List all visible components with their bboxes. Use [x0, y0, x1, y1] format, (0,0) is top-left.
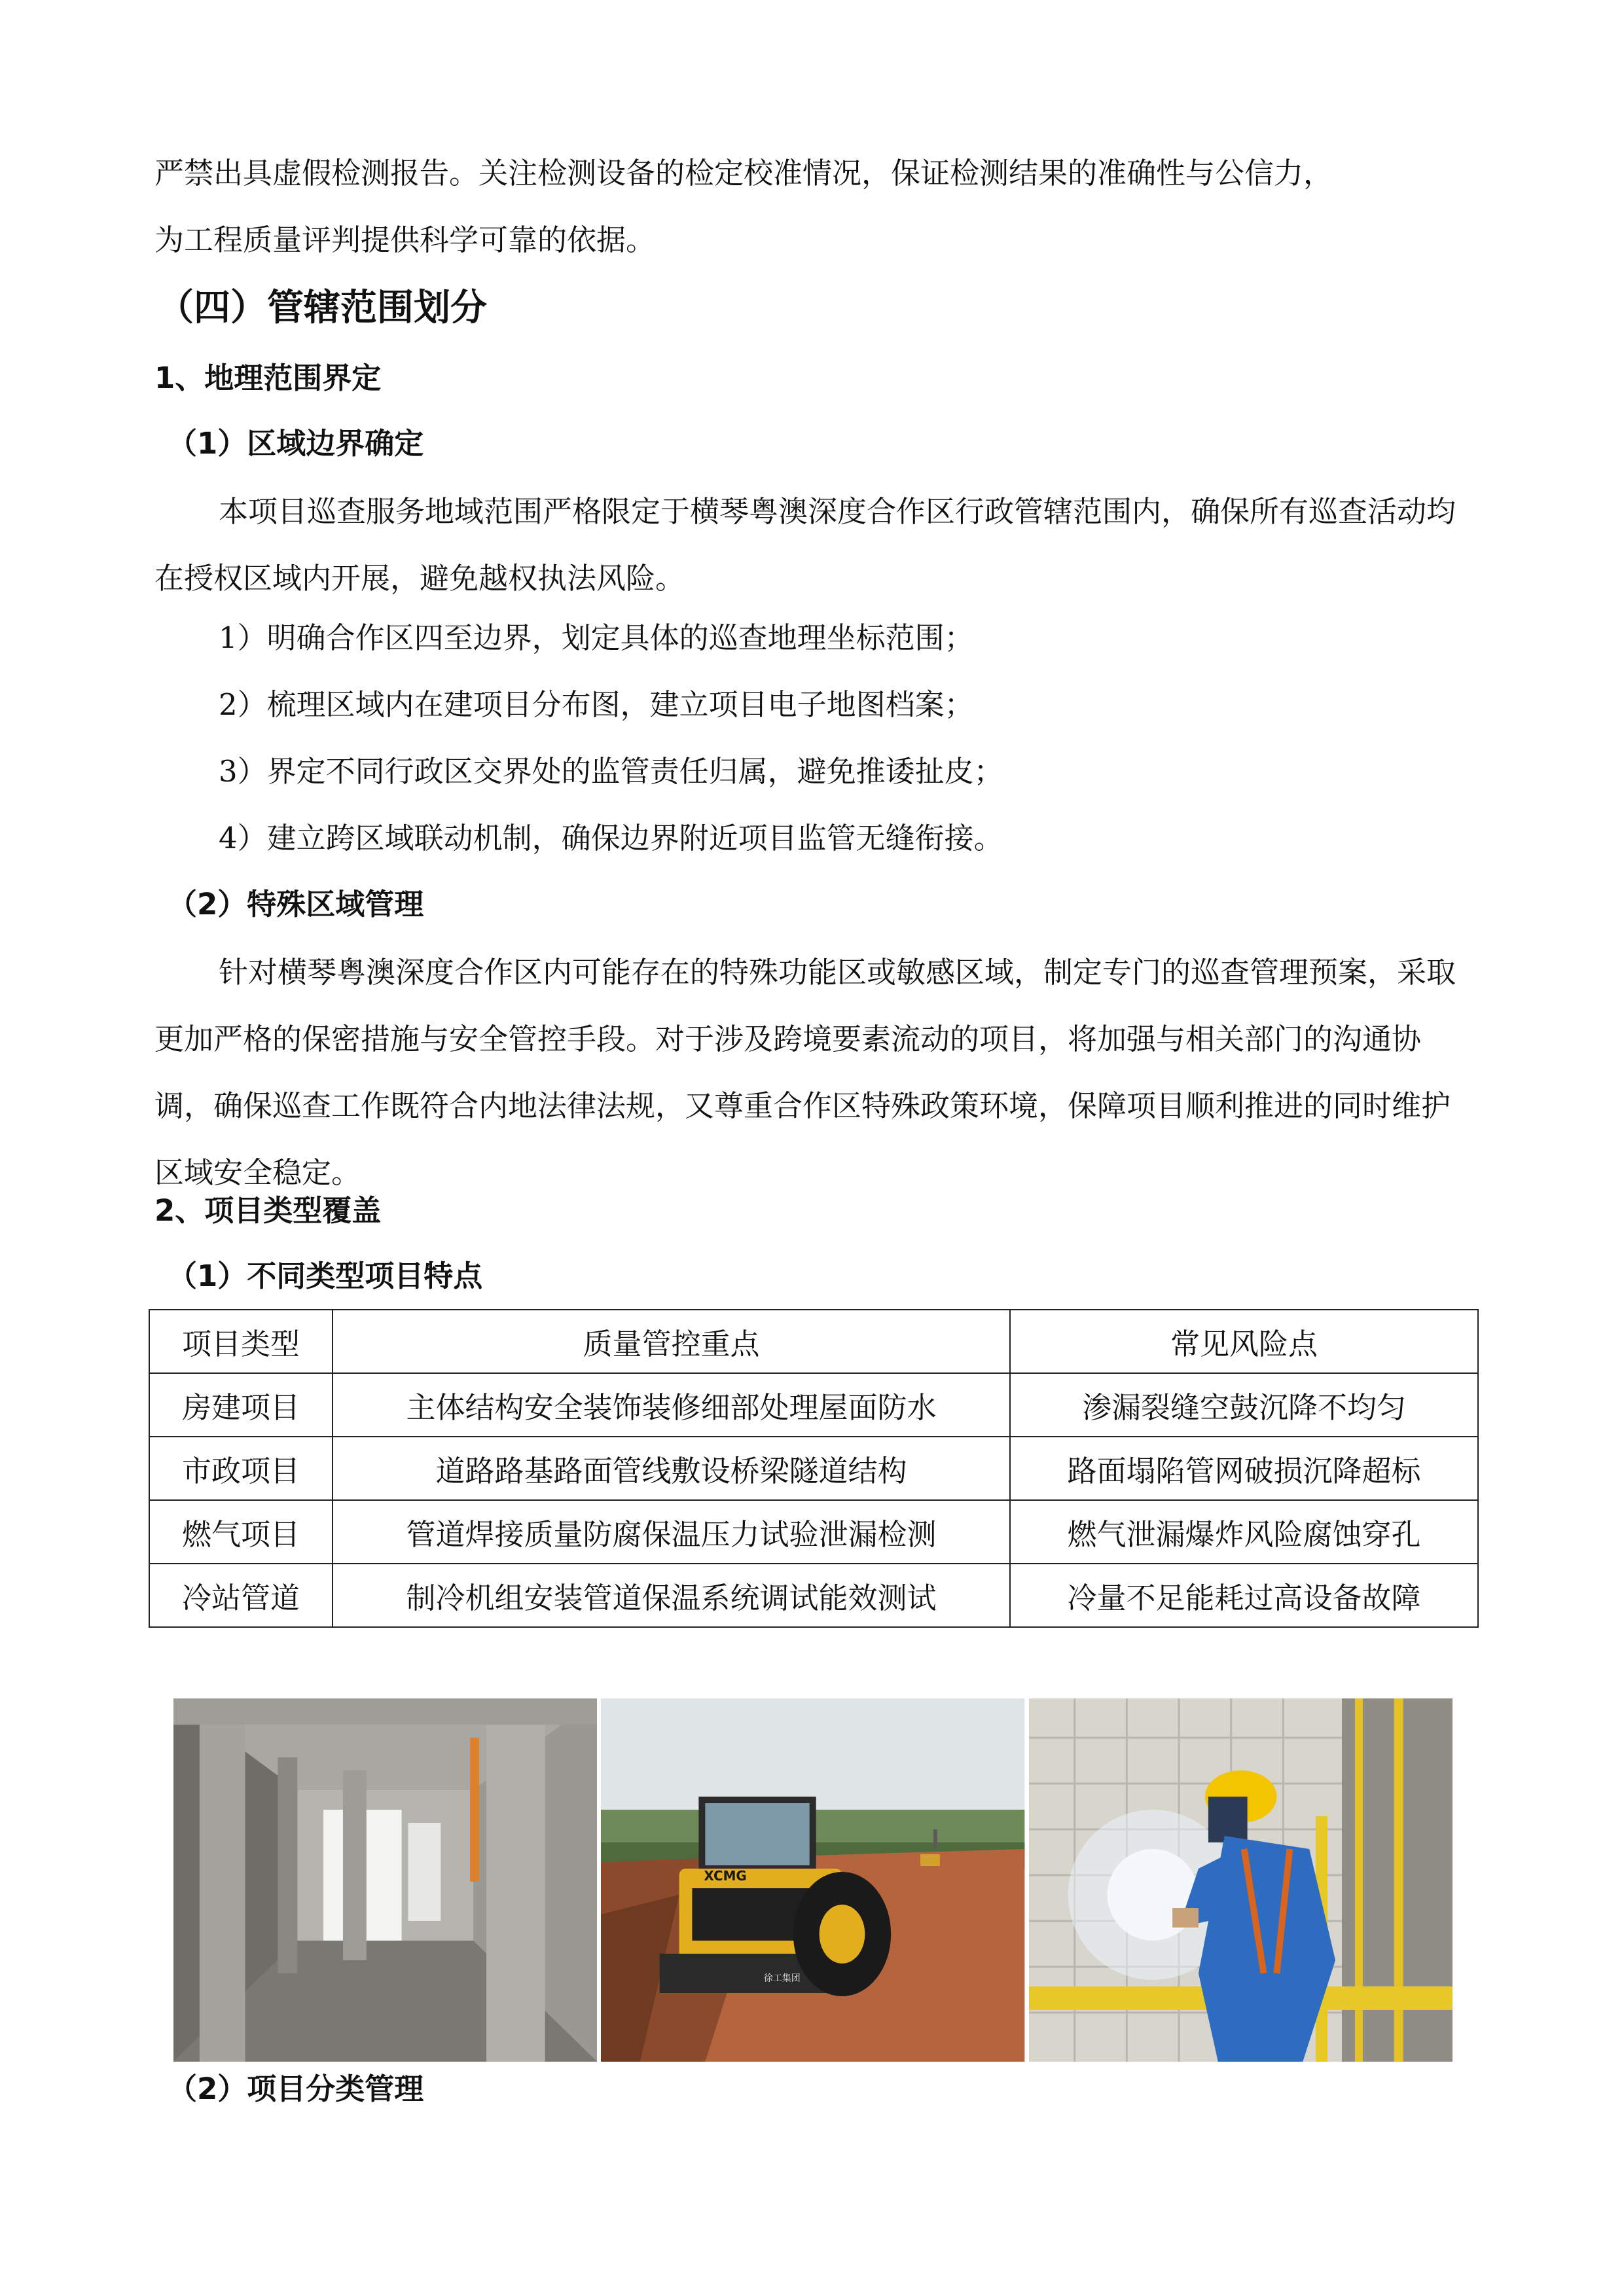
subsection-1-title: 1、地理范围界定: [154, 361, 382, 395]
paragraph-boundary: 本项目巡查服务地域范围严格限定于横琴粤澳深度合作区行政管辖范围内，确保所有巡查活动均在授权区域内开展，避免越权执法风险。: [154, 494, 1456, 596]
table-row: [149, 1373, 1478, 1437]
table-cell: 冷量不足能耗过高设备故障: [1010, 1564, 1478, 1627]
table-cell: 渗漏裂缝空鼓沉降不均匀: [1010, 1373, 1478, 1437]
table-header-cell: 项目类型: [149, 1310, 333, 1373]
table-header-cell: 质量管控重点: [333, 1310, 1010, 1373]
subsection-2-2-title: （2）项目分类管理: [168, 2072, 424, 2106]
table-cell: 道路路基路面管线敷设桥梁隧道结构: [333, 1437, 1010, 1500]
building-interior-photo: [173, 1698, 597, 2062]
table-cell: 燃气泄漏爆炸风险腐蚀穿孔: [1010, 1500, 1478, 1564]
table-row: [149, 1437, 1478, 1500]
photo-strip: [173, 1698, 1453, 2062]
table-row: [149, 1500, 1478, 1564]
list-item: 1）明确合作区四至边界，划定具体的巡查地理坐标范围；: [219, 620, 974, 655]
roller-plate-text: 徐工集团: [764, 1973, 801, 1984]
table-cell: 路面塌陷管网破损沉降超标: [1010, 1437, 1478, 1500]
roller-brand-text: XCMG: [704, 1867, 748, 1884]
section-title: （四）管辖范围划分: [157, 287, 487, 329]
table-cell: 制冷机组安装管道保温系统调试能效测试: [333, 1564, 1010, 1627]
project-type-table: [149, 1309, 1479, 1628]
table-cell: 主体结构安全装饰装修细部处理屋面防水: [333, 1373, 1010, 1437]
table-cell: 房建项目: [149, 1373, 333, 1437]
table-header-row: [149, 1310, 1478, 1373]
table-cell: 冷站管道: [149, 1564, 333, 1627]
table-cell: 管道焊接质量防腐保温压力试验泄漏检测: [333, 1500, 1010, 1564]
list-item: 2）梳理区域内在建项目分布图，建立项目电子地图档案；: [219, 687, 974, 722]
subsection-1-1-title: （1）区域边界确定: [168, 426, 424, 461]
table-header-cell: 常见风险点: [1010, 1310, 1478, 1373]
intro-line-2: 为工程质量评判提供科学可靠的依据。: [154, 223, 656, 257]
subsection-2-title: 2、项目类型覆盖: [154, 1193, 382, 1228]
subsection-1-2-title: （2）特殊区域管理: [168, 887, 424, 922]
welding-worker-photo: [1029, 1698, 1453, 2062]
list-item: 4）建立跨区域联动机制，确保边界附近项目监管无缝衔接。: [219, 821, 1003, 855]
list-item: 3）界定不同行政区交界处的监管责任归属，避免推诿扯皮；: [219, 754, 1003, 789]
table-cell: 市政项目: [149, 1437, 333, 1500]
subsection-2-1-title: （1）不同类型项目特点: [168, 1259, 483, 1293]
table-cell: 燃气项目: [149, 1500, 333, 1564]
paragraph-special-area: 针对横琴粤澳深度合作区内可能存在的特殊功能区或敏感区域，制定专门的巡查管理预案，采取更加严格的保密措施与安全管控手段。对于涉及跨境要素流动的项目，将加强与相关部门的沟通协调，确保巡查工作既符合内地法律法规，又尊重合作区特殊政策环境，保障项目顺利推进的同时维护区域安全稳定。: [154, 955, 1456, 1190]
intro-line-1: 严禁出具虚假检测报告。关注检测设备的检定校准情况，保证检测结果的准确性与公信力，: [154, 156, 1333, 190]
table-row: [149, 1564, 1478, 1627]
road-roller-photo: [601, 1698, 1024, 2062]
